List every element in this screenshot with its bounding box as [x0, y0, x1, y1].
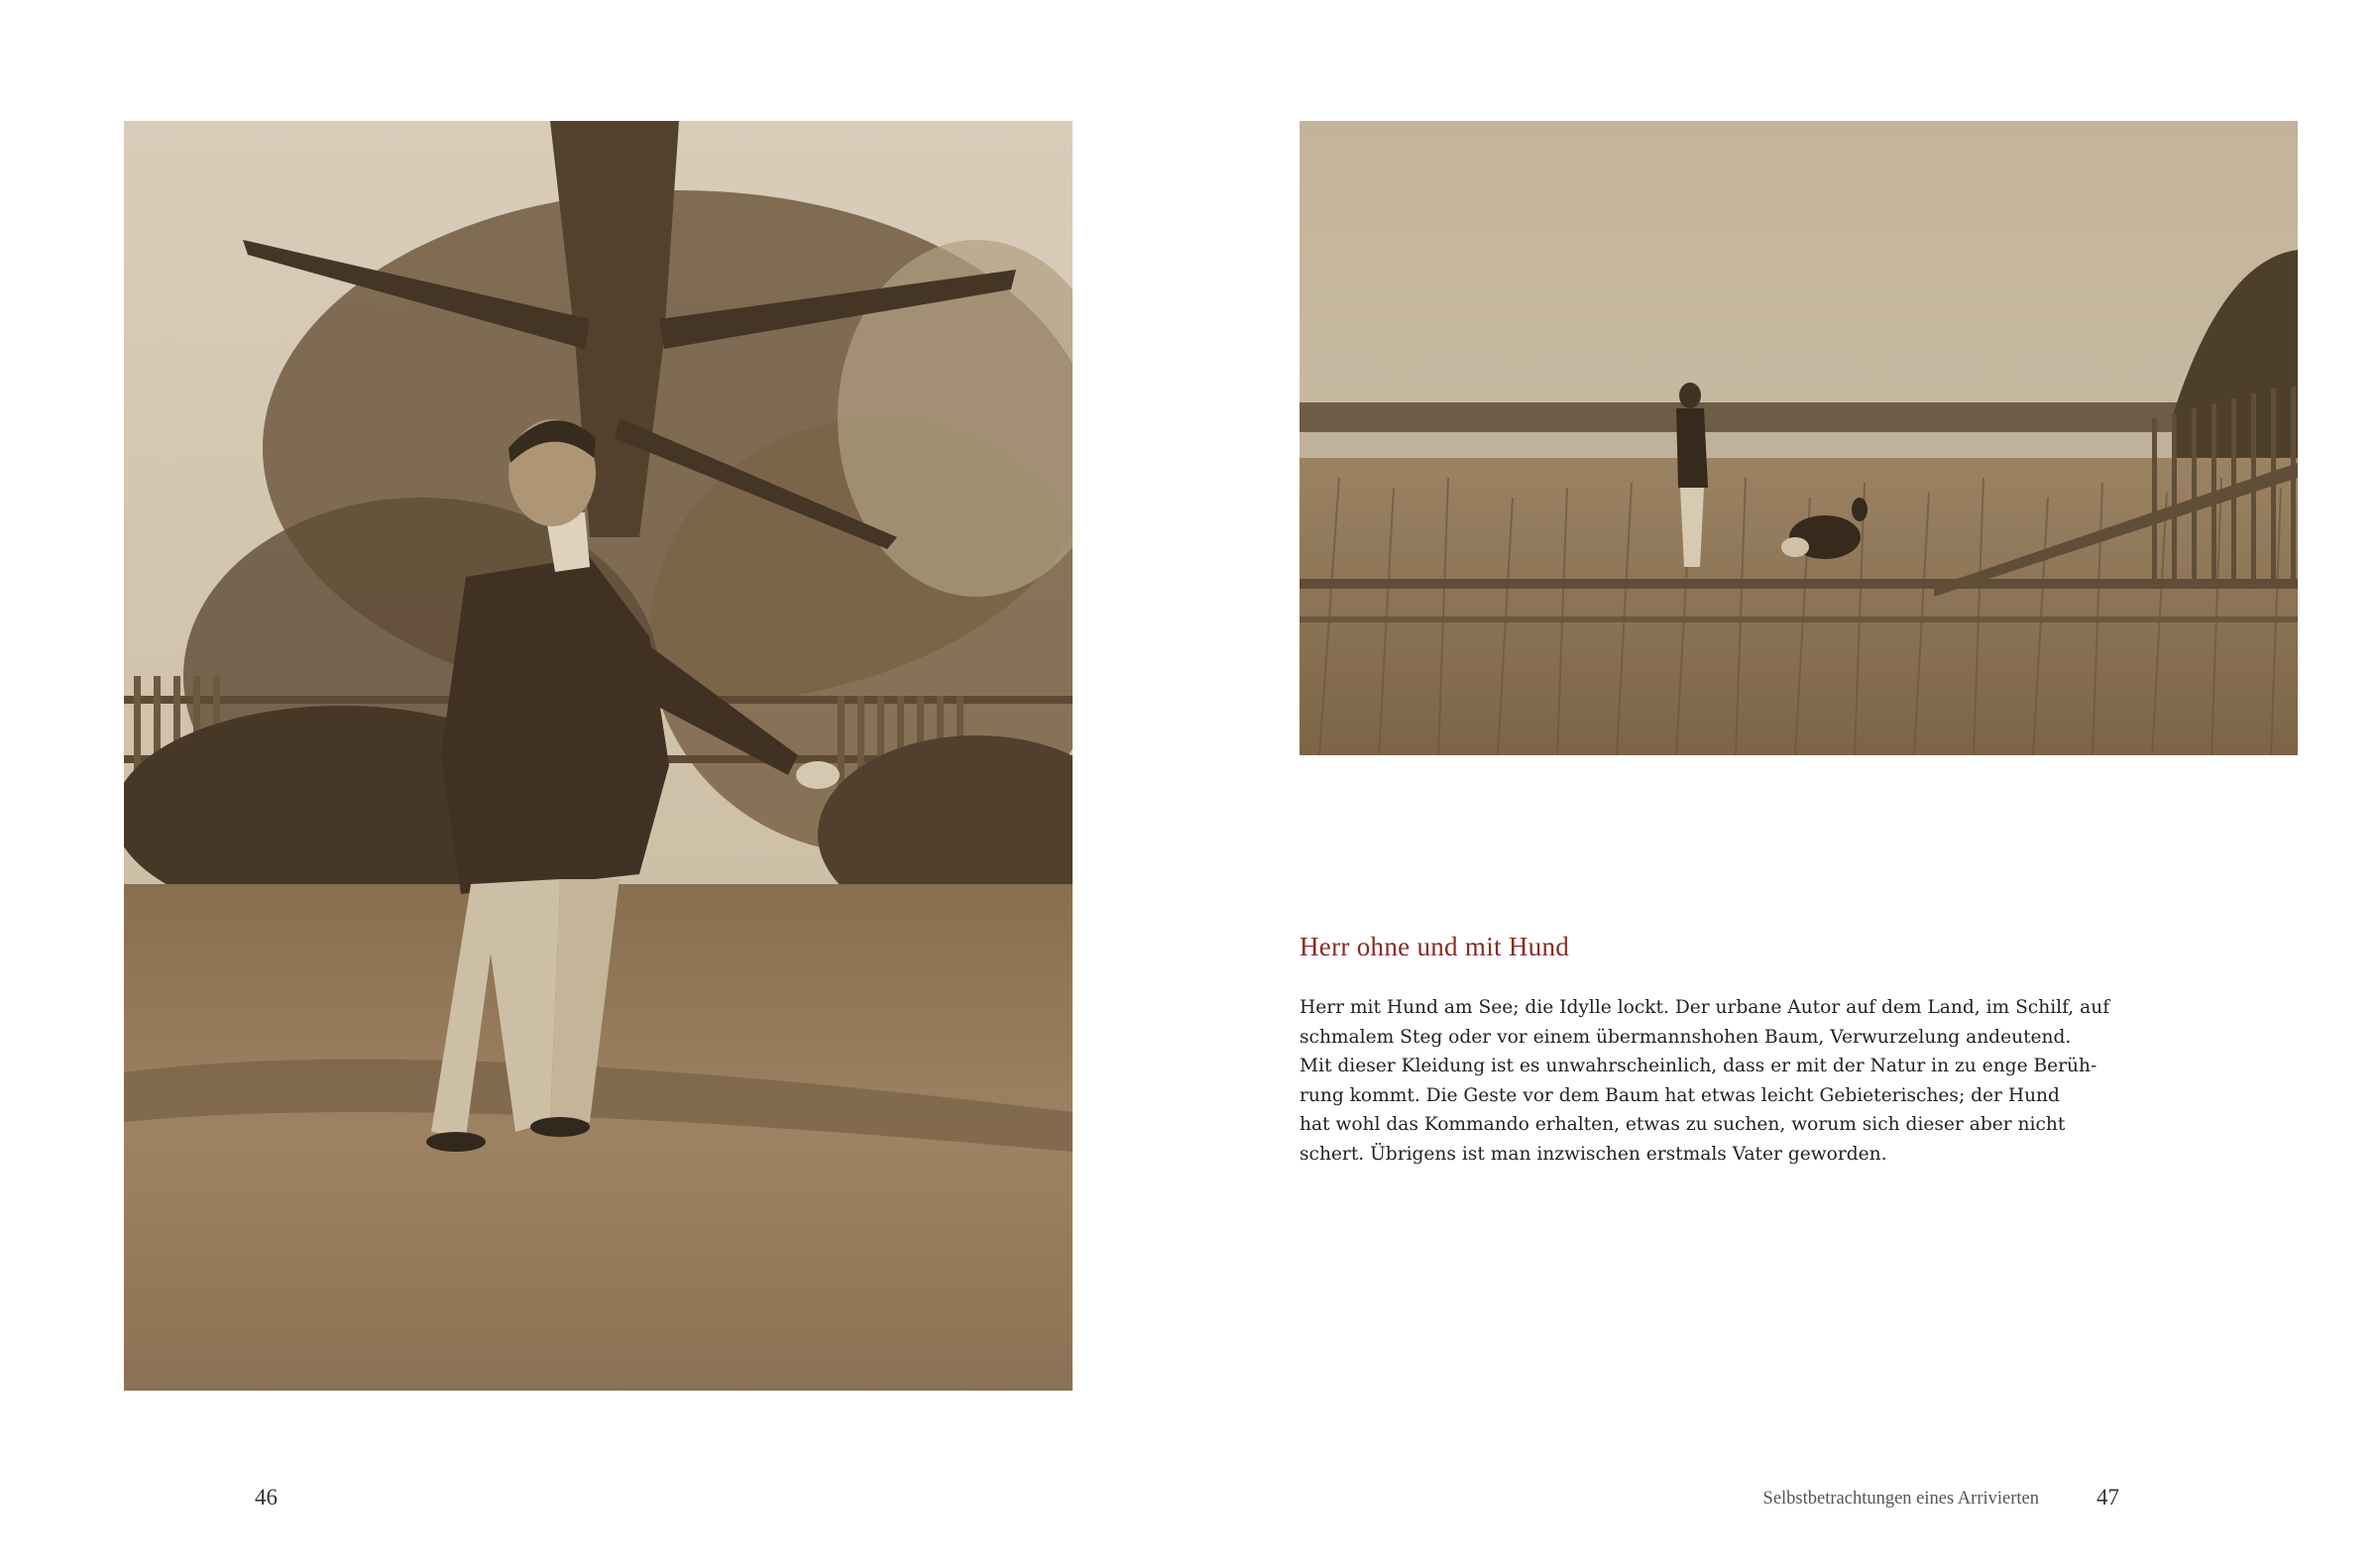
paragraph-line: Herr mit Hund am See; die Idylle lockt. Der urbane Autor auf dem Land, im Schilf, auf: [1300, 997, 2110, 1018]
sepia-photo-left: [124, 121, 1073, 1391]
paragraph-line: schmalem Steg oder vor einem übermannshohen Baum, Verwurzelung andeutend.: [1300, 1026, 2072, 1048]
paragraph-line: schert. Übrigens ist man inzwischen erstmals Vater geworden.: [1300, 1143, 1887, 1165]
photo-man-pointing-under-tree: [124, 121, 1073, 1391]
right-page: [1190, 0, 2379, 1568]
paragraph-line: hat wohl das Kommando erhalten, etwas zu suchen, worum sich dieser aber nicht: [1300, 1114, 2066, 1136]
page-number-right: 47: [2096, 1485, 2119, 1510]
caption-paragraph: [1300, 993, 2110, 1170]
section-heading: Herr ohne und mit Hund: [1300, 932, 1570, 961]
running-head: Selbstbetrachtungen eines Arrivierten: [1762, 1489, 2039, 1509]
page-number-left: 46: [255, 1485, 278, 1510]
photo-man-with-dog-in-reeds: [1300, 121, 2298, 755]
paragraph-line: rung kommt. Die Geste vor dem Baum hat etwas leicht Gebieterisches; der Hund: [1300, 1084, 2060, 1106]
paragraph-line: Mit dieser Kleidung ist es unwahrscheinlich, dass er mit der Natur in zu enge Berüh-: [1300, 1056, 2097, 1077]
sepia-photo-right: [1300, 121, 2298, 755]
